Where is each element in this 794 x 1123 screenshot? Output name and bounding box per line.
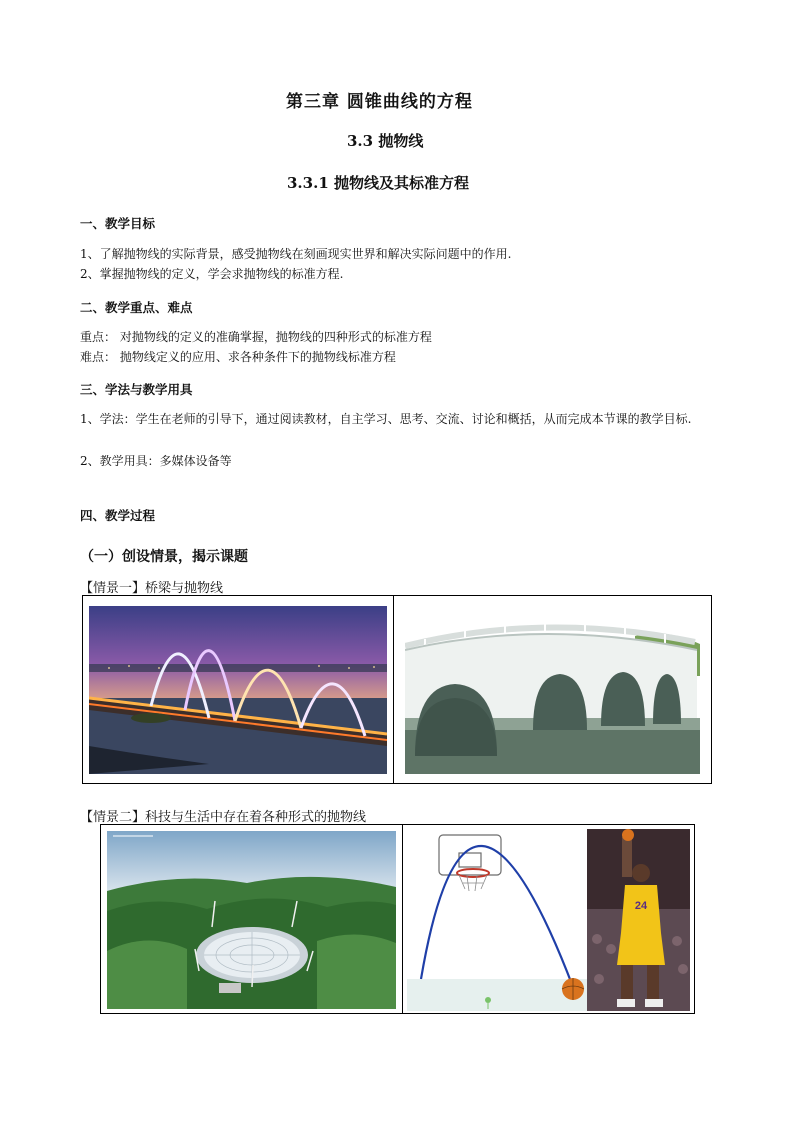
section-title: 3.3 抛物线 <box>347 132 424 150</box>
scene2-image-table <box>100 824 695 1014</box>
subsection-title: 3.3.1 抛物线及其标准方程 <box>287 174 469 192</box>
process-heading: 四、教学过程 <box>80 508 156 523</box>
scene1-caption <box>80 577 223 596</box>
focus-heading: 二、教学重点、难点 <box>80 300 193 315</box>
scene2-label: 【情景二】 <box>80 810 146 825</box>
methods-heading: 三、学法与教学用具 <box>80 382 193 397</box>
objectives-heading: 一、教学目标 <box>80 216 156 231</box>
table-divider <box>402 825 403 1013</box>
methods-item-1: 1、学法：学生在老师的引导下，通过阅读教材，自主学习、思考、交流、讨论和概括，从而完成本节课的教学目标. <box>80 412 692 426</box>
scene1-label: 【情景一】 <box>80 581 146 596</box>
scene2-caption-text: 科技与生活中存在着各种形式的抛物线 <box>145 810 367 825</box>
objective-item-2: 2、掌握抛物线的定义，学会求抛物线的标准方程. <box>80 267 344 281</box>
methods-item-2: 2、教学用具：多媒体设备等 <box>80 454 232 468</box>
chapter-title: 第三章 圆锥曲线的方程 <box>286 92 473 112</box>
scene2-caption <box>80 806 366 825</box>
night-arch-bridge-image <box>89 606 387 774</box>
jersey-number: 24 <box>634 900 648 912</box>
part1-heading: （一）创设情景，揭示课题 <box>80 549 248 565</box>
scene1-image-table <box>82 595 712 784</box>
scene1-caption-text: 桥梁与抛物线 <box>145 581 224 596</box>
table-divider <box>393 596 394 783</box>
objective-item-1: 1、了解抛物线的实际背景，感受抛物线在刻画现实世界和解决实际问题中的作用. <box>80 247 512 261</box>
basketball-parabola-image <box>407 829 690 1011</box>
difficulty-text: 难点： 抛物线定义的应用、求各种条件下的抛物线标准方程 <box>80 350 396 364</box>
radio-telescope-image <box>107 831 396 1009</box>
key-point-text: 重点： 对抛物线的定义的准确掌握，抛物线的四种形式的标准方程 <box>80 330 432 344</box>
white-arch-bridge-image <box>405 606 700 774</box>
